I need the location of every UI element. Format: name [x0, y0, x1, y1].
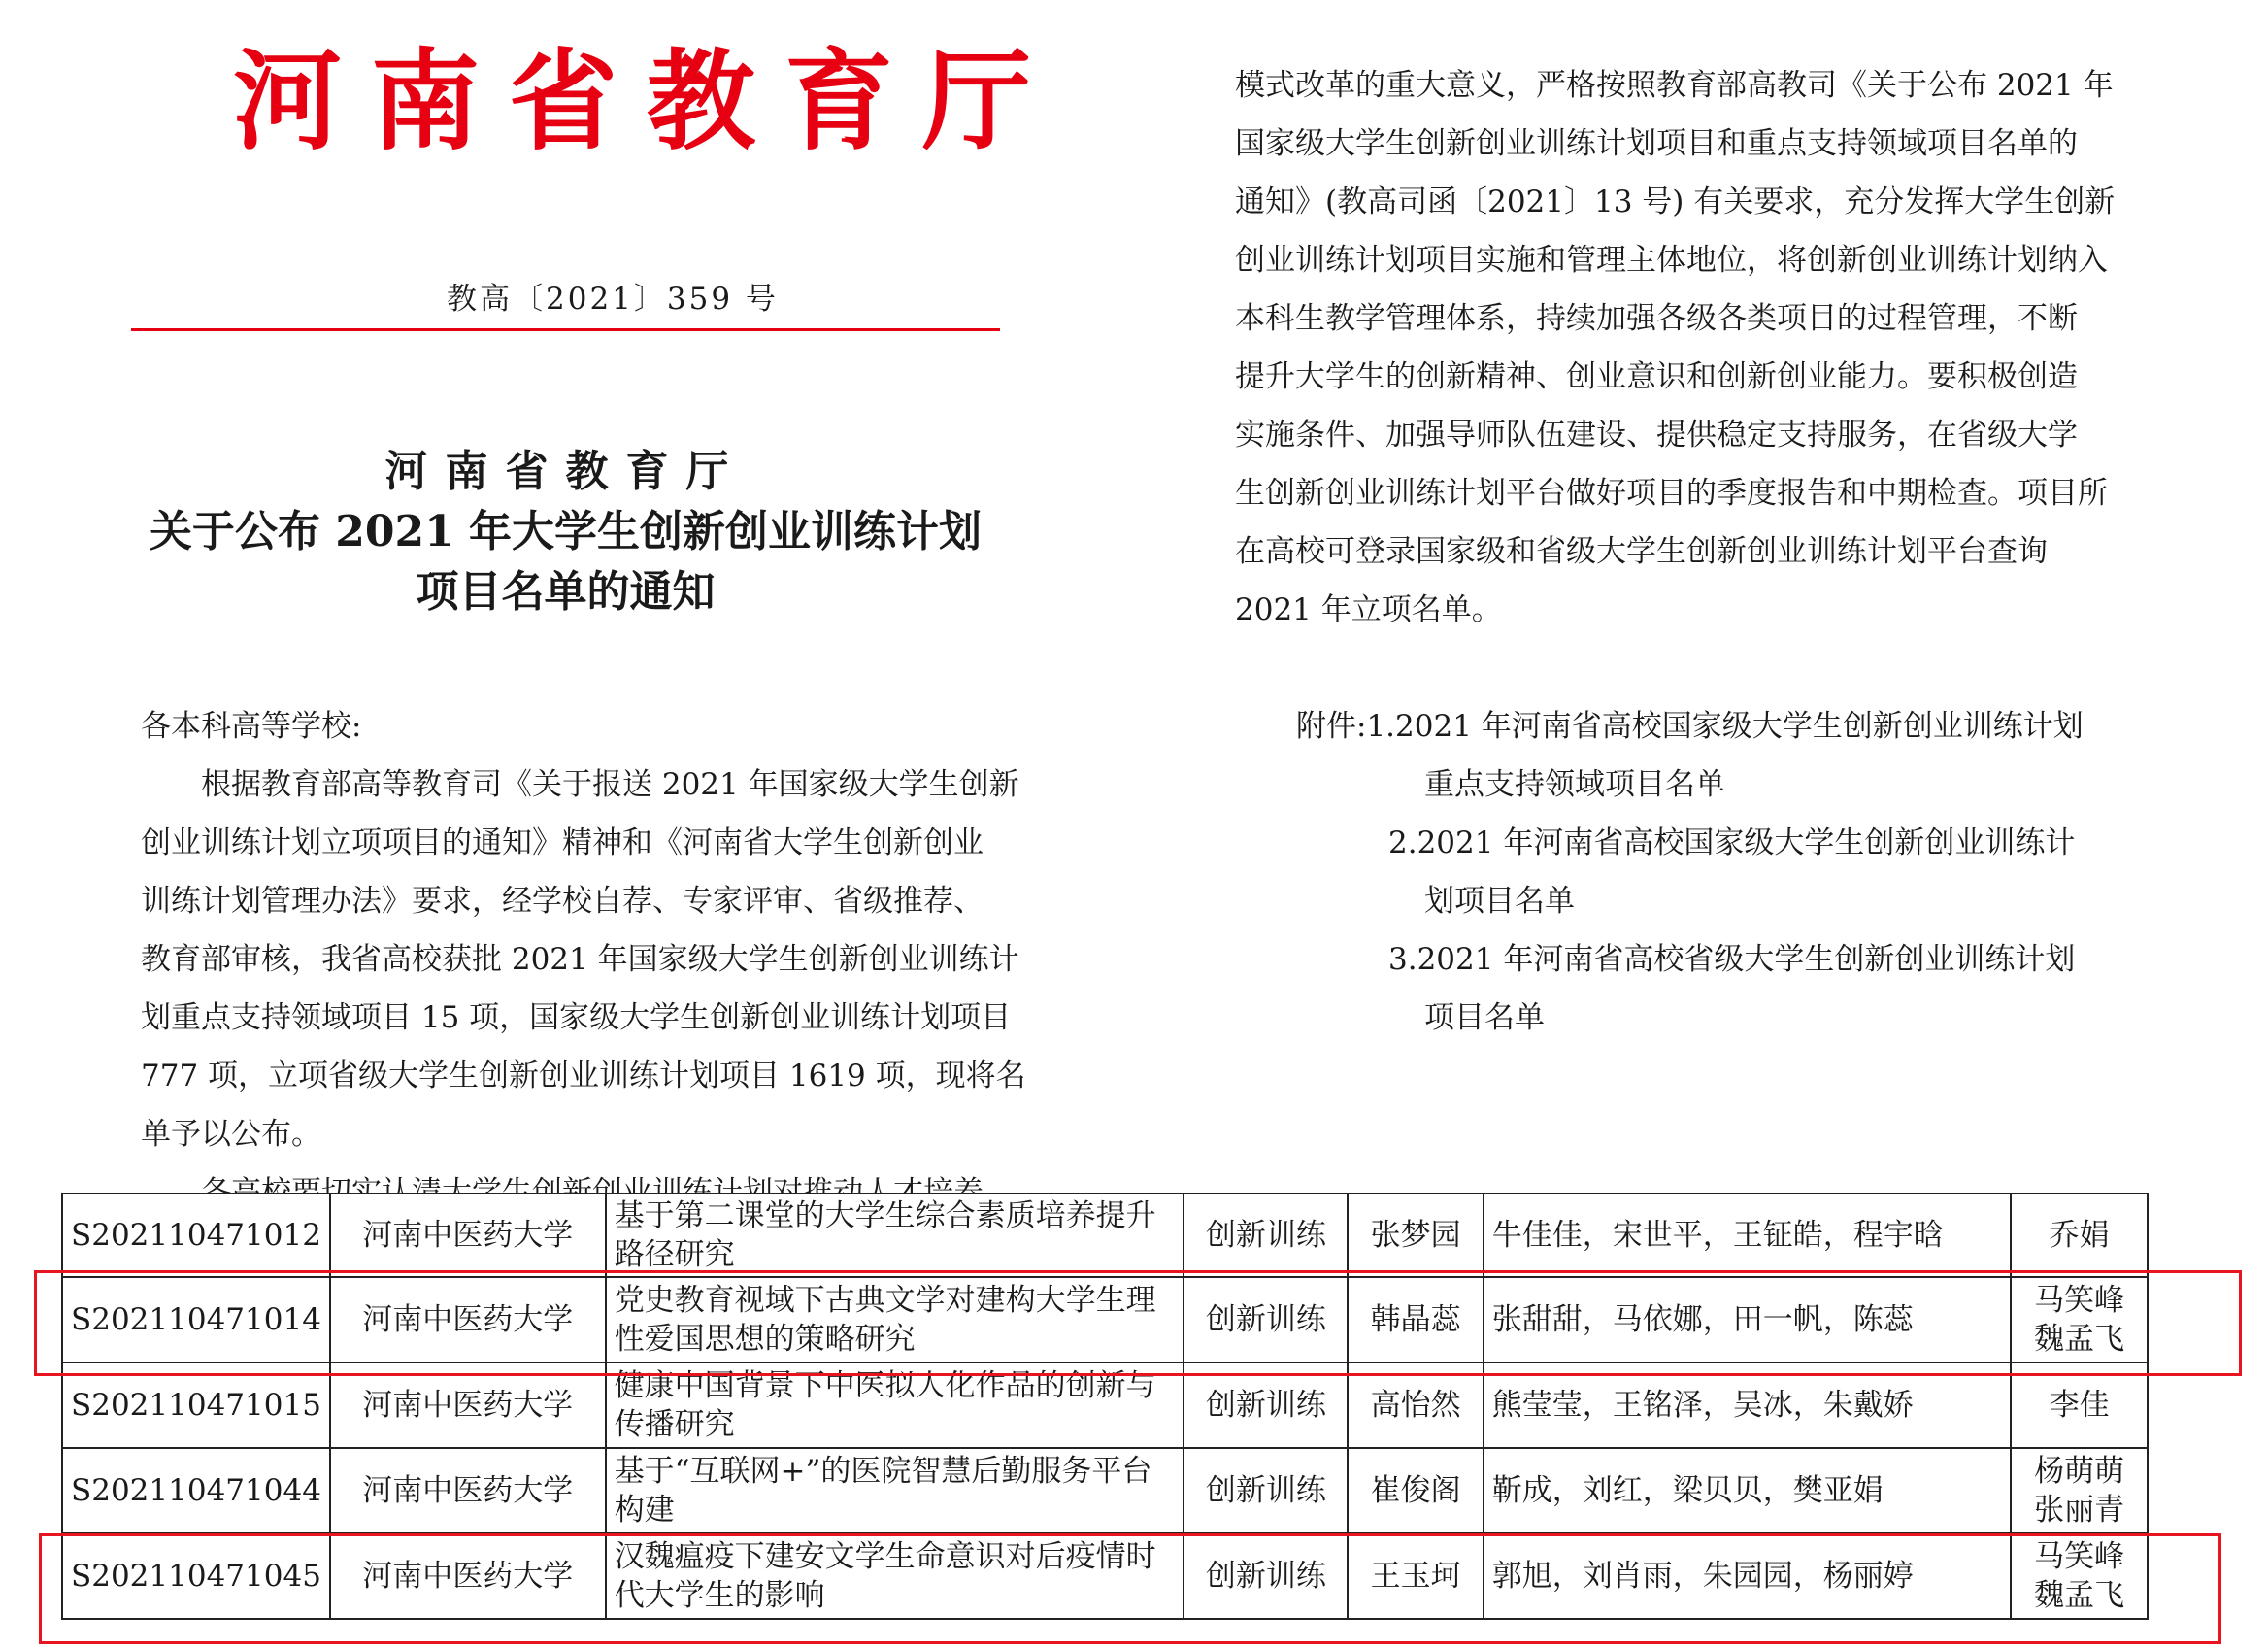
advisor: 马笑峰 魏孟飞 [2011, 1533, 2148, 1619]
body-right [1235, 56, 2128, 639]
project-members: 牛佳佳，宋世平，王钲皓，程宇晗 [1484, 1194, 2011, 1277]
project-type: 创新训练 [1184, 1277, 1348, 1362]
project-leader: 高怡然 [1348, 1362, 1483, 1448]
project-members: 熊莹莹，王铭泽，吴冰，朱戴娇 [1484, 1362, 2011, 1448]
advisor: 李佳 [2011, 1362, 2148, 1448]
body-line: 2021 年立项名单。 [1235, 592, 1502, 627]
project-members: 郭旭，刘肖雨，朱园园，杨丽婷 [1484, 1533, 2011, 1619]
project-name: 健康中国背景下中医拟人化作品的创新与 传播研究 [606, 1362, 1184, 1448]
title-line-2: 关于公布 2021 年大学生创新创业训练计划 [149, 507, 983, 556]
body-line: 根据教育部高等教育司《关于报送 2021 年国家级大学生创新 [201, 767, 1019, 802]
attachment-title-cont: 项目名单 [1424, 1000, 1545, 1035]
attachment-number: 2. [1388, 825, 1418, 860]
school-name: 河南中医药大学 [330, 1362, 606, 1448]
project-id: S202110471015 [62, 1362, 330, 1448]
body-line: 通知》(教高司函〔2021〕13 号) 有关要求，充分发挥大学生创新 [1235, 185, 2116, 219]
project-leader: 崔俊阁 [1348, 1448, 1483, 1533]
advisor: 马笑峰 魏孟飞 [2011, 1277, 2148, 1362]
project-id: S202110471044 [62, 1448, 330, 1533]
attachment-title: 2021 年河南省高校国家级大学生创新创业训练计 [1417, 825, 2076, 860]
masthead: 河南省教育厅 [233, 38, 1060, 165]
body-line: 生创新创业训练计划平台做好项目的季度报告和中期检查。项目所 [1235, 476, 2108, 511]
body-line: 模式改革的重大意义，严格按照教育部高教司《关于公布 2021 年 [1235, 68, 2114, 103]
body-line: 本科生教学管理体系，持续加强各级各类项目的过程管理，不断 [1235, 301, 2078, 336]
body-line: 创业训练计划立项项目的通知》精神和《河南省大学生创新创业 [141, 825, 984, 860]
project-name: 汉魏瘟疫下建安文学生命意识对后疫情时 代大学生的影响 [606, 1533, 1184, 1619]
school-name: 河南中医药大学 [330, 1277, 606, 1362]
table-row [62, 1448, 2148, 1533]
project-type: 创新训练 [1184, 1194, 1348, 1277]
body-line: 训练计划管理办法》要求，经学校自荐、专家评审、省级推荐、 [141, 884, 984, 919]
body-line: 创业训练计划项目实施和管理主体地位，将创新创业训练计划纳入 [1235, 243, 2108, 278]
document-number: 教高〔2021〕359 号 [447, 282, 779, 317]
school-name: 河南中医药大学 [330, 1194, 606, 1277]
attachment-title: 2021 年河南省高校省级大学生创新创业训练计划 [1417, 942, 2076, 977]
project-id: S202110471012 [62, 1194, 330, 1277]
attachments-label: 附件: [1296, 709, 1367, 744]
advisor: 乔娟 [2011, 1194, 2148, 1277]
project-name: 党史教育视域下古典文学对建构大学生理 性爱国思想的策略研究 [606, 1277, 1184, 1362]
title-line-3: 项目名单的通知 [416, 567, 716, 617]
project-type: 创新训练 [1184, 1448, 1348, 1533]
attachment-number: 1. [1366, 709, 1396, 744]
project-members: 张甜甜，马依娜，田一帆，陈蕊 [1484, 1277, 2011, 1362]
attachments [1296, 697, 2131, 1047]
salutation: 各本科高等学校: [141, 709, 362, 744]
body-line: 在高校可登录国家级和省级大学生创新创业训练计划平台查询 [1235, 534, 2048, 569]
title-line-1: 河南省教育厅 [384, 447, 747, 496]
attachment-title-cont: 划项目名单 [1424, 884, 1575, 919]
project-id: S202110471045 [62, 1533, 330, 1619]
body-line: 划重点支持领域项目 15 项，国家级大学生创新创业训练计划项目 [141, 1000, 1012, 1035]
body-line: 国家级大学生创新创业训练计划项目和重点支持领域项目名单的 [1235, 126, 2078, 161]
highlight-box-row-2 [34, 1270, 2242, 1376]
school-name: 河南中医药大学 [330, 1448, 606, 1533]
body-line: 777 项，立项省级大学生创新创业训练计划项目 1619 项，现将名 [141, 1059, 1026, 1093]
body-line: 实施条件、加强导师队伍建设、提供稳定支持服务，在省级大学 [1235, 418, 2078, 453]
school-name: 河南中医药大学 [330, 1533, 606, 1619]
project-members: 靳成，刘红，梁贝贝，樊亚娟 [1484, 1448, 2011, 1533]
advisor: 杨萌萌 张丽青 [2011, 1448, 2148, 1533]
attachment-title-cont: 重点支持领域项目名单 [1424, 767, 1725, 802]
project-name: 基于第二课堂的大学生综合素质培养提升 路径研究 [606, 1194, 1184, 1277]
project-name: 基于“互联网+”的医院智慧后勤服务平台 构建 [606, 1448, 1184, 1533]
attachment-title: 2021 年河南省高校国家级大学生创新创业训练计划 [1395, 709, 2084, 744]
project-leader: 王玉珂 [1348, 1533, 1483, 1619]
red-divider [131, 328, 1000, 331]
body-line: 提升大学生的创新精神、创业意识和创新创业能力。要积极创造 [1235, 359, 2078, 394]
body-line: 单予以公布。 [141, 1117, 321, 1152]
notice-title [131, 442, 1000, 622]
project-type: 创新训练 [1184, 1533, 1348, 1619]
table-row [62, 1194, 2148, 1277]
highlight-box-row-5 [39, 1533, 2221, 1644]
body-line: 教育部审核，我省高校获批 2021 年国家级大学生创新创业训练计 [141, 942, 1019, 977]
project-type: 创新训练 [1184, 1362, 1348, 1448]
project-leader: 张梦园 [1348, 1194, 1483, 1277]
project-id: S202110471014 [62, 1277, 330, 1362]
project-leader: 韩晶蕊 [1348, 1277, 1483, 1362]
attachment-number: 3. [1388, 942, 1418, 977]
body-left [141, 756, 1034, 1222]
